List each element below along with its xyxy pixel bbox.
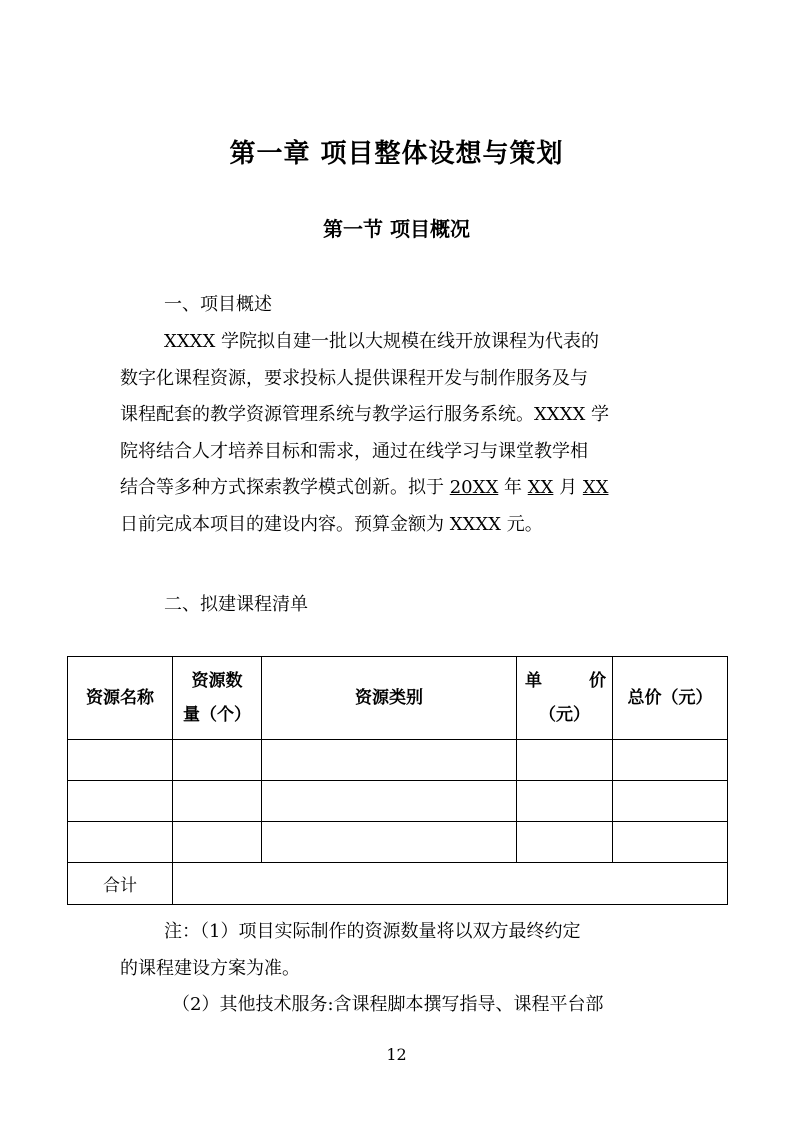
note-1-line-2: 的课程建设方案为准。 [120,957,300,979]
overview-line-5: 结合等多种方式探索教学模式创新。拟于 20XX 年 XX 月 XX [120,477,609,498]
table-cell [68,781,173,822]
table-row [68,781,728,822]
course-list-heading: 二、拟建课程清单 [164,594,308,615]
notes [120,914,676,1024]
header-category: 资源类别 [262,657,517,740]
total-label: 合计 [68,863,173,905]
table-cell [173,740,262,781]
table-cell [613,781,728,822]
header-total-price: 总价（元） [613,657,728,740]
table-cell [68,740,173,781]
table-total-row [68,863,728,905]
note-2-line-1: （2）其他技术服务:含课程脚本撰写指导、课程平台部 [172,994,604,1015]
overview-paragraph [120,324,676,543]
header-unit-price: 单 价 （元） [517,657,613,740]
header-quantity: 资源数 量（个） [173,657,262,740]
overview-heading: 一、项目概述 [164,294,272,315]
month-blank: XX [527,477,554,498]
table-row [68,740,728,781]
header-resource-name: 资源名称 [68,657,173,740]
section-title: 第一节 项目概况 [323,217,470,241]
course-list-table [67,656,728,905]
table-cell [613,740,728,781]
table-cell [262,740,517,781]
table-cell [262,781,517,822]
table-cell [613,822,728,863]
overview-line-4: 院将结合人才培养目标和需求，通过在线学习与课堂教学相 [120,440,588,462]
table-cell [262,822,517,863]
table-cell [173,781,262,822]
table-header-row [68,657,728,740]
overview-line-3: 课程配套的教学资源管理系统与教学运行服务系统。XXXX 学 [120,404,609,425]
table-cell [517,822,613,863]
chapter-title: 第一章 项目整体设想与策划 [229,139,564,169]
page-number: 12 [386,1045,407,1064]
year-blank: 20XX [449,477,499,498]
overview-line-1: XXXX 学院拟自建一批以大规模在线开放课程为代表的 [164,331,599,352]
overview-line-2: 数字化课程资源，要求投标人提供课程开发与制作服务及与 [120,367,588,389]
overview-line-6: 日前完成本项目的建设内容。预算金额为 XXXX 元。 [120,513,543,535]
note-1-line-1: 注：（1）项目实际制作的资源数量将以双方最终约定 [164,921,581,942]
table-cell [517,781,613,822]
table-cell [517,740,613,781]
day-blank: XX [582,477,609,498]
table-row [68,822,728,863]
table-cell [173,822,262,863]
total-value [173,863,728,905]
table-cell [68,822,173,863]
